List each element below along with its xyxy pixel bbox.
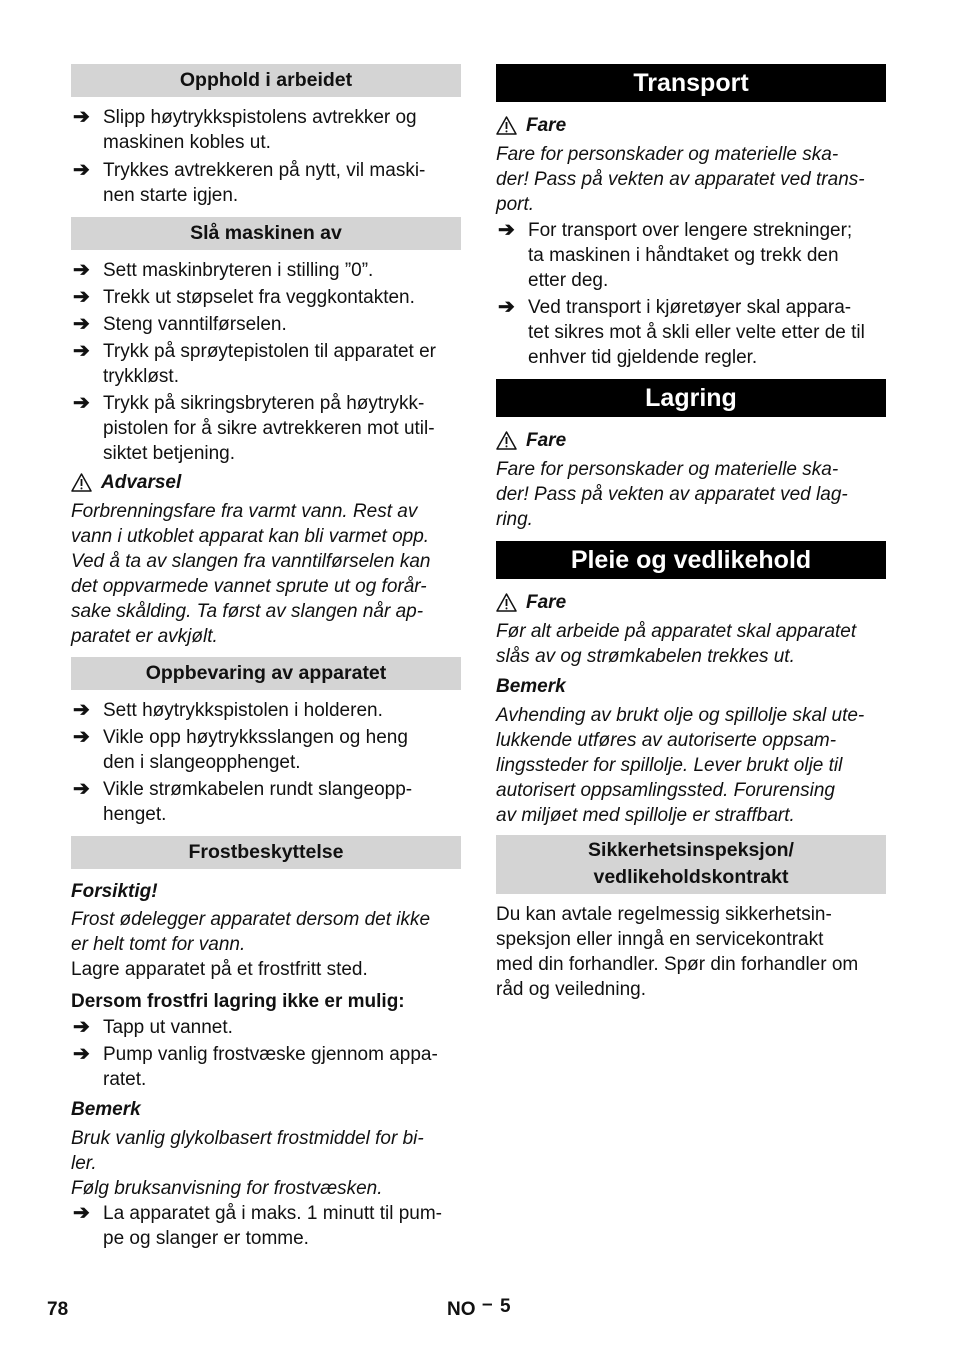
list-item: ➔ Slipp høytrykkspistolens avtrekker og maskinen kobles ut.: [73, 106, 417, 153]
warning-title-advarsel: Advarsel: [71, 470, 461, 495]
caution-text: Frost ødelegger apparatet dersom det ikke er helt tomt for vann.: [71, 909, 431, 955]
list-item: ➔ Sett maskinbryteren i stilling ”0”.: [73, 259, 374, 281]
list-item: ➔ La apparatet gå i maks. 1 minutt til pum- pe og slanger er tomme.: [73, 1202, 442, 1249]
list-item: ➔ Ved transport i kjøretøyer skal appara- tet sikres mot å skli eller velte etter de til enhver tid gjeldende regler.: [498, 296, 865, 368]
list-item: ➔ Vikle opp høytrykksslangen og heng den i slangeopphenget.: [73, 726, 408, 773]
arrow-right-icon: ➔: [73, 1202, 90, 1224]
arrow-right-icon: ➔: [73, 1043, 90, 1065]
store-text: Lagre apparatet på et frostfritt sted.: [71, 959, 368, 980]
list-item: ➔ Trykk på sprøytepistolen til apparatet er trykkløst.: [73, 340, 436, 387]
heading-transport: Transport: [496, 64, 886, 102]
list-item: ➔ Sett høytrykkspistolen i holderen.: [73, 699, 383, 721]
arrow-right-icon: ➔: [73, 159, 90, 181]
list-item: ➔ Tapp ut vannet.: [73, 1016, 233, 1038]
opphold-list: [71, 105, 461, 208]
arrow-right-icon: ➔: [73, 106, 90, 128]
heading-frost: Frostbeskyttelse: [71, 836, 461, 869]
footer-dash: –: [482, 1294, 493, 1315]
sikkerhet-text: Du kan avtale regelmessig sikkerhetsin- speksjon eller inngå en servicekontrakt med din forhandler. Spør din forhandler om råd og veiledning.: [496, 904, 859, 1000]
arrow-right-icon: ➔: [73, 699, 90, 721]
page-number: 78: [47, 1299, 69, 1320]
note-title-pleie: Bemerk: [496, 676, 566, 697]
list-item: ➔ Trekk ut støpselet fra veggkontakten.: [73, 286, 415, 308]
danger-title-transport: Fare: [496, 113, 886, 138]
warning-text-advarsel: Forbrenningsfare fra varmt vann. Rest av vann i utkoblet apparat kan bli varmet opp. Ved å ta av slangen fra vanntilførselen kan det oppvarmede vannet sprute ut og forår- sake skålding. Ta først av slangen når ap- paratet er avkjølt.: [71, 501, 431, 647]
warning-triangle-icon: [496, 431, 517, 450]
note-text-pleie: Avhending av brukt olje og spillolje skal ute- lukkende utføres av autoriserte oppsam- lingssteder for spillolje. Lever brukt olje til autorisert oppsamlingssted. Forurensing av miljøet med spillolje er straffbart.: [496, 705, 865, 826]
arrow-right-icon: ➔: [498, 296, 515, 318]
arrow-right-icon: ➔: [73, 726, 90, 748]
heading-sikkerhet: Sikkerhetsinspeksjon/ vedlikeholdskontrakt: [496, 835, 886, 894]
warning-triangle-icon: [496, 593, 517, 612]
heading-oppbevaring: Oppbevaring av apparatet: [71, 657, 461, 690]
arrow-right-icon: ➔: [73, 392, 90, 414]
oppbevaring-list: [71, 698, 461, 827]
list-item: ➔ For transport over lengere strekninger; ta maskinen i håndtaket og trekk den etter deg.: [498, 219, 853, 291]
sla-av-list: [71, 258, 461, 466]
danger-title-lagring: Fare: [496, 428, 886, 453]
left-column: [71, 64, 461, 1251]
note-text: Bruk vanlig glykolbasert frostmiddel for bi- ler. Følg bruksanvisning for frostvæsken.: [71, 1128, 424, 1199]
danger-text-transport: Fare for personskader og materielle ska- der! Pass på vekten av apparatet ved trans- port.: [496, 144, 865, 215]
arrow-right-icon: ➔: [73, 259, 90, 281]
list-item: ➔ Pump vanlig frostvæske gjennom appa- ratet.: [73, 1043, 438, 1090]
transport-list: [496, 218, 886, 370]
arrow-right-icon: ➔: [73, 1016, 90, 1038]
arrow-right-icon: ➔: [73, 313, 90, 335]
warning-triangle-icon: [496, 116, 517, 135]
heading-sla-av: Slå maskinen av: [71, 217, 461, 250]
frost-list: [71, 1015, 461, 1092]
footer-section-page: 5: [500, 1296, 511, 1317]
danger-text-lagring: Fare for personskader og materielle ska- der! Pass på vekten av apparatet ved lag- ring.: [496, 459, 848, 530]
note-title: Bemerk: [71, 1099, 141, 1120]
heading-lagring: Lagring: [496, 379, 886, 417]
danger-text-pleie: Før alt arbeide på apparatet skal apparatet slås av og strømkabelen trekkes ut.: [496, 621, 857, 667]
list-item: ➔ Trykk på sikringsbryteren på høytrykk- pistolen for å sikre avtrekkeren mot util- siktet betjening.: [73, 392, 435, 464]
list-item: ➔ Steng vanntilførselen.: [73, 313, 287, 335]
right-column: [496, 64, 886, 1002]
arrow-right-icon: ➔: [73, 286, 90, 308]
arrow-right-icon: ➔: [498, 219, 515, 241]
list-item: ➔ Trykkes avtrekkeren på nytt, vil maski- nen starte igjen.: [73, 159, 426, 206]
caution-title: Forsiktig!: [71, 881, 158, 902]
heading-opphold: Opphold i arbeidet: [71, 64, 461, 97]
heading-pleie: Pleie og vedlikehold: [496, 541, 886, 579]
arrow-right-icon: ➔: [73, 778, 90, 800]
list-item: ➔ Vikle strømkabelen rundt slangeopp- henget.: [73, 778, 413, 825]
footer-lang: NO: [447, 1299, 476, 1320]
arrow-right-icon: ➔: [73, 340, 90, 362]
frost-sub-heading: Dersom frostfri lagring ikke er mulig:: [71, 991, 405, 1012]
frost-list-2: [71, 1201, 461, 1251]
warning-triangle-icon: [71, 473, 92, 492]
danger-title-pleie: Fare: [496, 590, 886, 615]
